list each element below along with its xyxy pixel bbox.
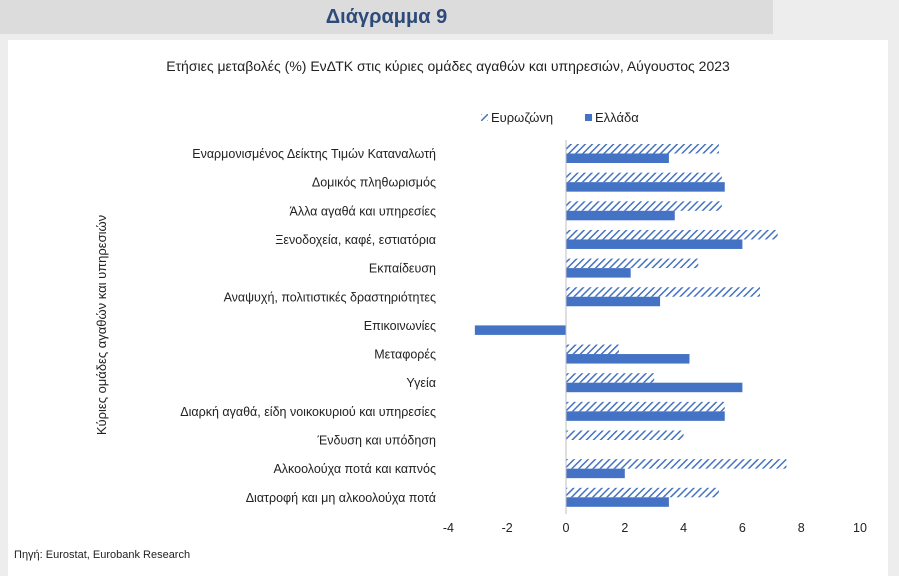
category-labels [180, 147, 436, 505]
category-label: Εκπαίδευση [368, 261, 436, 276]
category-label: Επικοινωνίες [363, 318, 436, 333]
category-label: Μεταφορές [374, 347, 436, 362]
greece-bar [566, 383, 742, 393]
x-tick-label: 10 [853, 521, 867, 535]
x-tick-label: -4 [442, 521, 454, 535]
eurozone-bar [566, 173, 722, 183]
category-label: Διατροφή και μη αλκοολούχα ποτά [245, 490, 436, 505]
eurozone-bar [566, 488, 719, 498]
x-tick-label: 0 [562, 521, 570, 535]
greece-bar [566, 154, 669, 164]
x-tick-label: 2 [621, 521, 629, 535]
x-tick-label: 6 [738, 521, 746, 535]
x-axis-ticks [443, 521, 867, 535]
category-label: Άλλα αγαθά και υπηρεσίες [289, 204, 436, 219]
greece-bar [566, 411, 725, 421]
legend-eurozone-swatch [481, 114, 488, 121]
eurozone-bar [566, 373, 654, 383]
eurozone-bar [566, 287, 760, 297]
x-tick-label: 4 [680, 521, 688, 535]
x-tick-label: -2 [501, 521, 513, 535]
category-label: Ξενοδοχεία, καφέ, εστιατόρια [275, 232, 436, 247]
category-label: Υγεία [406, 376, 436, 391]
chart-bars [475, 144, 787, 507]
category-label: Δομικός πληθωρισμός [311, 175, 436, 190]
legend-greece-swatch [585, 114, 592, 121]
greece-bar [566, 211, 675, 221]
greece-bar [566, 469, 625, 479]
legend-eurozone-label: Ευρωζώνη [491, 110, 554, 125]
greece-bar [566, 182, 725, 192]
category-label: Αναψυχή, πολιτιστικές δραστηριότητες [223, 290, 436, 305]
eurozone-bar [566, 345, 619, 355]
eurozone-bar [566, 402, 725, 412]
figure-number-title: Διάγραμμα 9 [325, 6, 448, 28]
greece-bar [566, 297, 660, 307]
greece-bar [566, 497, 669, 507]
x-tick-label: 8 [797, 521, 805, 535]
eurozone-bar [566, 459, 787, 469]
chart-legend [481, 110, 639, 125]
eurozone-bar [566, 259, 698, 269]
greece-bar [475, 325, 566, 335]
chart-title: Ετήσιες μεταβολές (%) ΕνΔΤΚ στις κύριες ομάδες αγαθών και υπηρεσιών, Αύγουστος 2023 [166, 58, 730, 74]
category-label: Διαρκή αγαθά, είδη νοικοκυριού και υπηρεσίες [180, 404, 436, 419]
greece-bar [566, 354, 689, 364]
eurozone-bar [566, 144, 719, 154]
category-label: Αλκοολούχα ποτά και καπνός [273, 462, 436, 477]
legend-greece-label: Ελλάδα [595, 110, 639, 125]
eurozone-bar [566, 230, 778, 240]
eurozone-bar [566, 431, 684, 441]
y-axis-title: Κύριες ομάδες αγαθών και υπηρεσιών [94, 214, 109, 436]
category-label: Ένδυση και υπόδηση [317, 433, 436, 448]
greece-bar [566, 239, 742, 249]
category-label: Εναρμονισμένος Δείκτης Τιμών Καταναλωτή [192, 147, 436, 161]
eurozone-bar [566, 201, 722, 211]
source-note: Πηγή: Eurostat, Eurobank Research [14, 549, 191, 561]
greece-bar [566, 268, 631, 278]
